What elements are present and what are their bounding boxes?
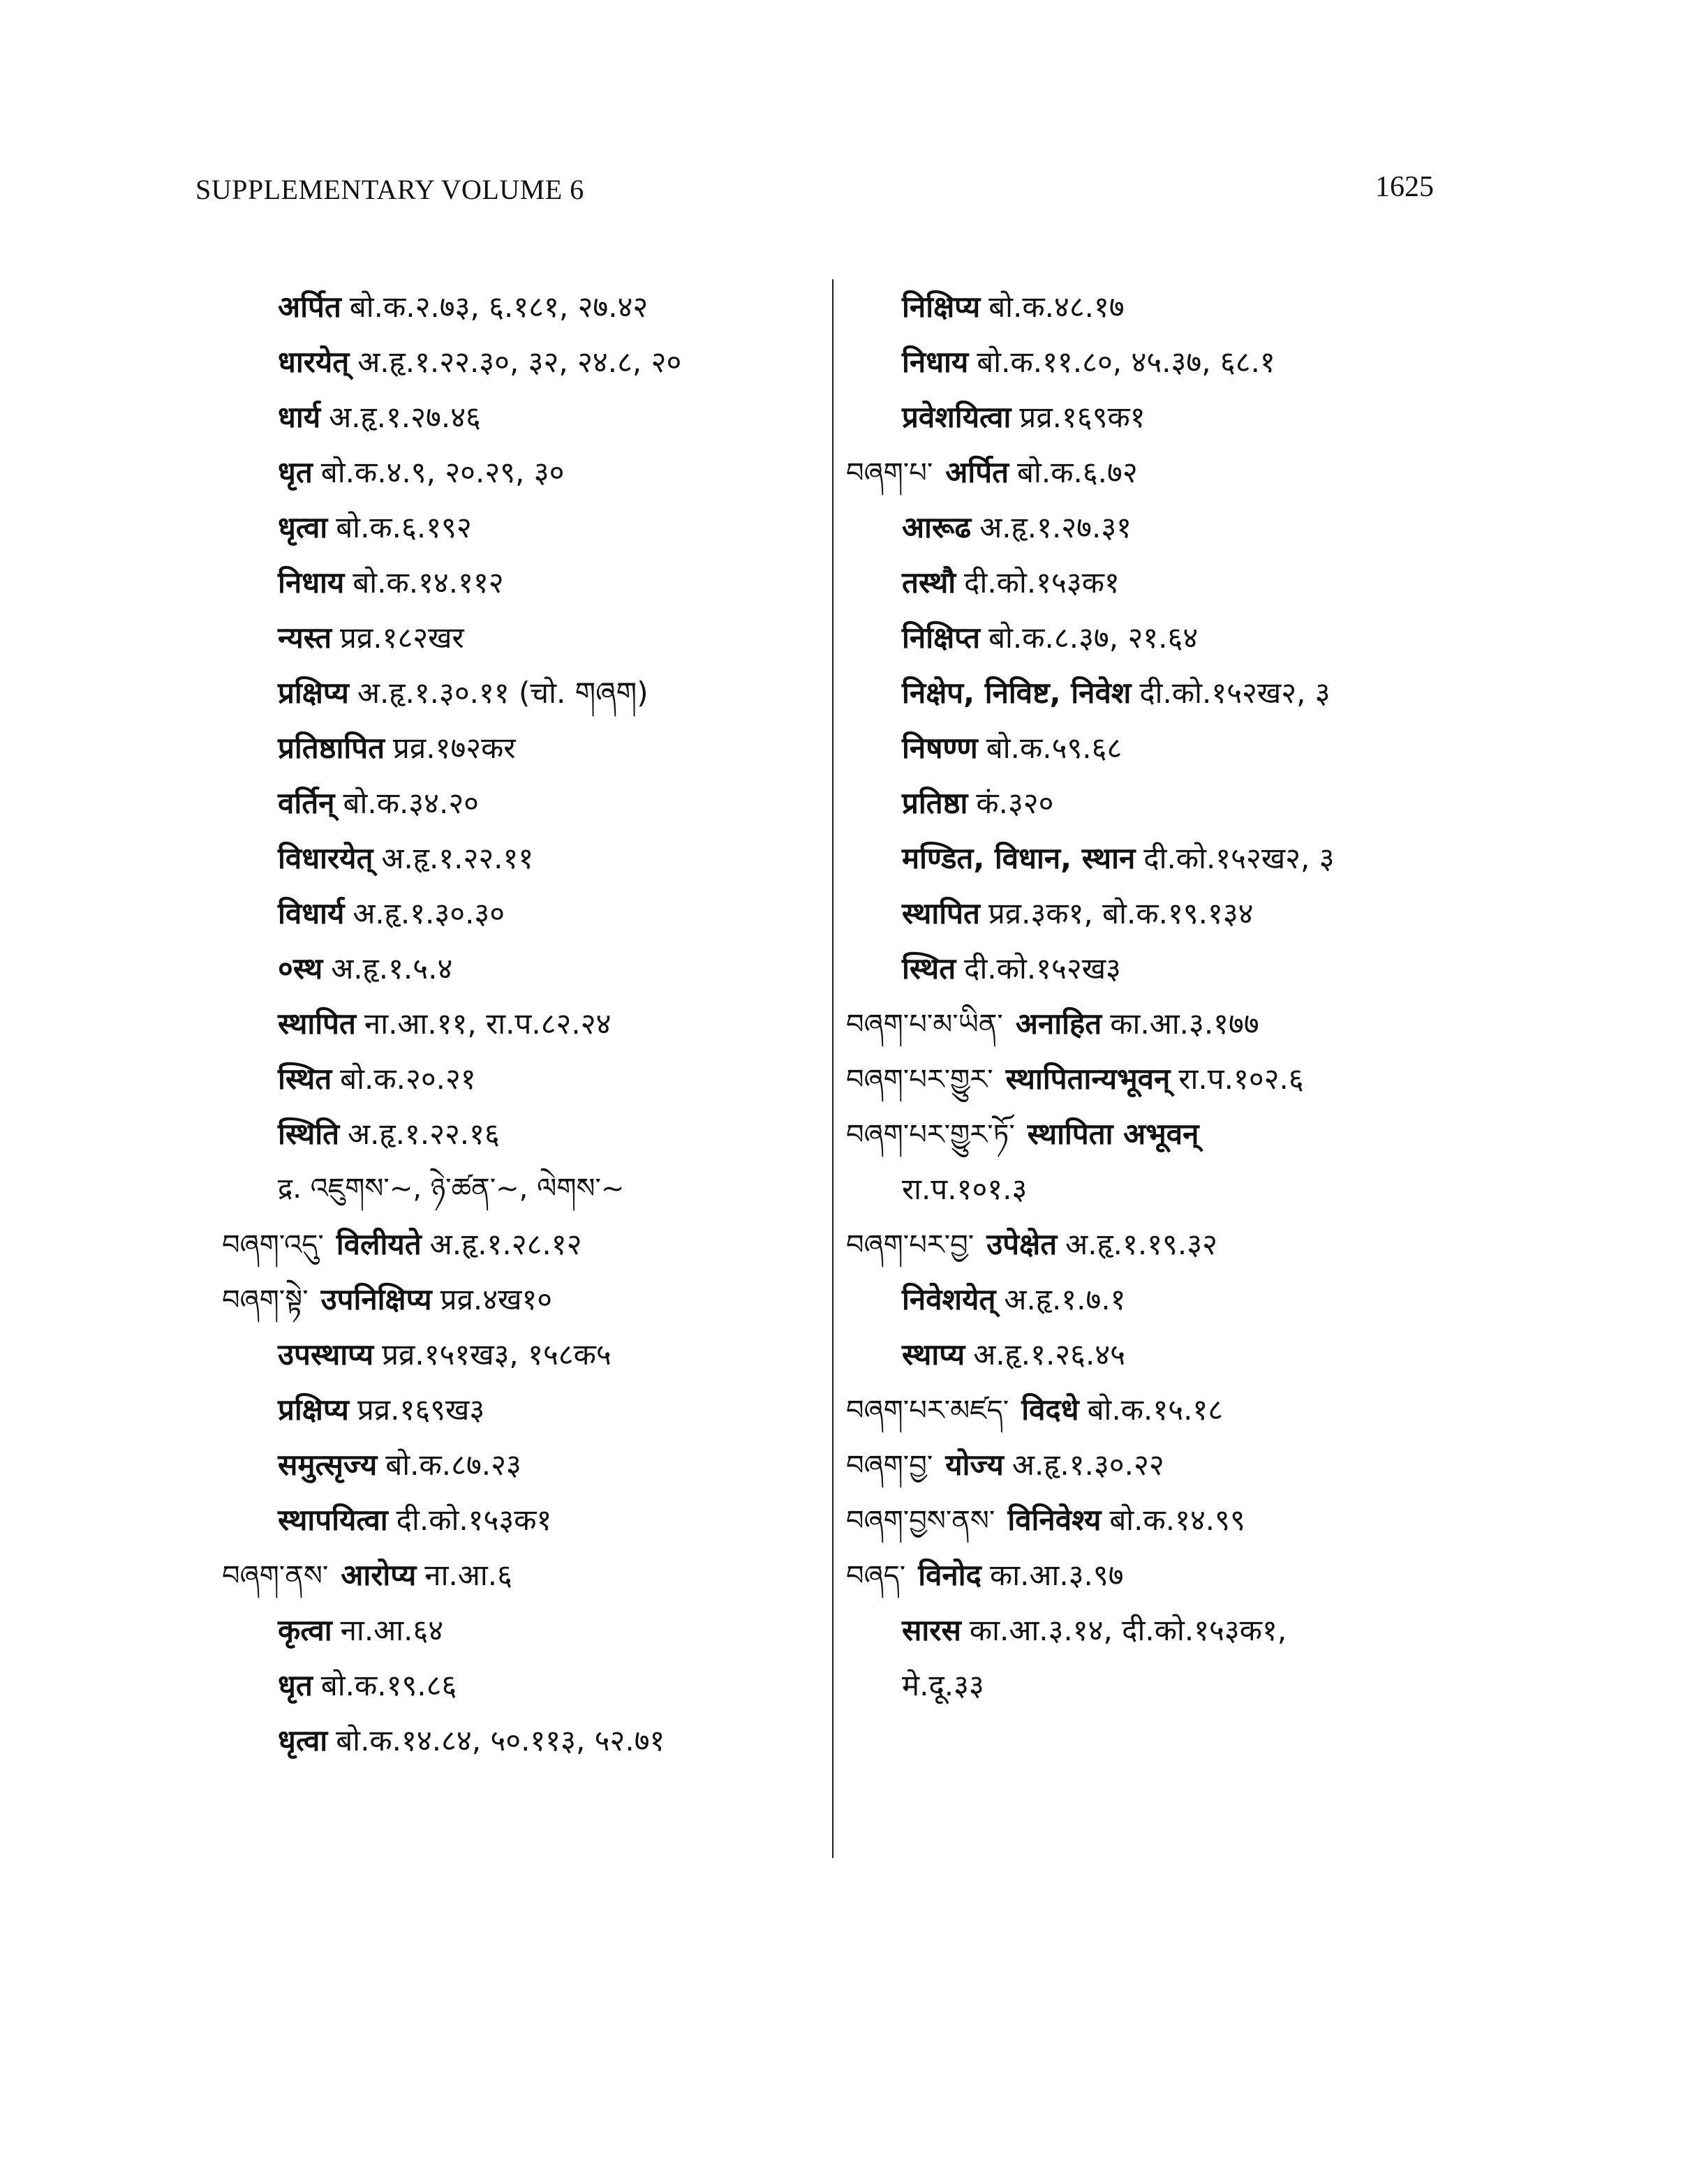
source-references: अ.हृ.१.२२.३०, ३२, २४.८, २०	[357, 345, 682, 379]
dictionary-sub-entry	[846, 665, 1474, 720]
source-references: का.आ.३.९७	[989, 1558, 1124, 1592]
sanskrit-equivalent: स्थापित	[278, 1006, 356, 1041]
source-references: ना.आ.६	[424, 1558, 512, 1592]
source-references: बो.क.४.९, २०.२९, ३०	[320, 455, 565, 489]
source-references: दी.को.१५२ख३	[964, 951, 1121, 986]
source-references: प्रव्र.१६९ख३	[357, 1392, 485, 1427]
sanskrit-equivalent: स्थापित	[902, 896, 980, 930]
source-references: बो.क.१४.८४, ५०.११३, ५२.७१	[336, 1723, 665, 1758]
sanskrit-equivalent: प्रवेशयित्वा	[902, 400, 1011, 434]
dictionary-headword-entry	[222, 1217, 822, 1272]
dictionary-sub-entry	[222, 445, 822, 500]
source-references: अ.हृ.१.३०.२२	[1011, 1448, 1164, 1482]
source-references: प्रव्र.१६९क१	[1019, 400, 1146, 434]
source-references: ना.आ.६४	[340, 1613, 444, 1647]
source-references: प्रव्र.१८२खर	[340, 621, 464, 655]
source-references: दी.को.१५३क१	[964, 565, 1120, 600]
dictionary-headword-entry	[846, 1217, 1474, 1272]
sanskrit-equivalent: प्रक्षिप्य	[278, 676, 349, 710]
dictionary-sub-entry	[846, 941, 1474, 996]
sanskrit-equivalent: उपेक्षेत	[986, 1227, 1058, 1261]
sanskrit-equivalent: निक्षिप्य	[902, 290, 981, 324]
tibetan-headword: བཞག་སྟེ་	[222, 1284, 309, 1316]
sanskrit-equivalent: स्थापितान्यभूवन्	[1005, 1062, 1171, 1096]
dictionary-headword-entry	[846, 445, 1474, 500]
sanskrit-equivalent: वर्तिन्	[278, 786, 335, 820]
dictionary-sub-entry	[222, 1603, 822, 1658]
dictionary-sub-entry	[222, 334, 822, 389]
source-references: द्र. འཇུགས་~, ཉེ་ཚན་~, ལེགས་~	[278, 1173, 625, 1205]
source-references: कं.३२०	[976, 786, 1054, 820]
dictionary-sub-entry	[222, 1437, 822, 1492]
source-references: बो.क.६.७२	[1017, 455, 1138, 489]
sanskrit-equivalent: स्थित	[278, 1062, 332, 1096]
source-references: अ.हृ.१.२७.४६	[329, 400, 481, 434]
dictionary-headword-entry	[846, 1437, 1474, 1492]
sanskrit-equivalent: धृत	[278, 455, 313, 489]
sanskrit-equivalent: विदधे	[1021, 1392, 1079, 1427]
page-number: 1625	[1375, 171, 1434, 203]
tibetan-headword: བཞག་པར་གྱུར་	[846, 1064, 993, 1096]
source-references: अ.हृ.१.१९.३२	[1065, 1227, 1217, 1261]
running-title: SUPPLEMENTARY VOLUME 6	[195, 174, 584, 205]
sanskrit-equivalent: मण्डित, विधान, स्थान	[902, 841, 1136, 875]
dictionary-sub-entry	[846, 1272, 1474, 1327]
sanskrit-equivalent: धार्य	[278, 400, 321, 434]
source-references: बो.क.६.१९२	[336, 510, 472, 544]
dictionary-sub-entry	[222, 500, 822, 555]
source-references: अ.हृ.१.२२.११	[381, 841, 534, 875]
sanskrit-equivalent: विलीयते	[336, 1227, 422, 1261]
source-references: बो.क.१९.८६	[320, 1668, 457, 1702]
sanskrit-equivalent: धृत्वा	[278, 1723, 328, 1758]
source-references: अ.हृ.१.२२.१६	[348, 1117, 500, 1151]
source-references: अ.हृ.१.५.४	[331, 951, 453, 986]
source-references: अ.हृ.१.२८.१२	[429, 1227, 582, 1261]
sanskrit-equivalent: स्थापयित्वा	[278, 1503, 388, 1537]
sanskrit-equivalent: विनिवेश्य	[1007, 1503, 1102, 1537]
sanskrit-equivalent: धृत	[278, 1668, 313, 1702]
source-references: बो.क.५९.६८	[986, 731, 1122, 765]
dictionary-headword-entry	[846, 996, 1474, 1051]
dictionary-sub-entry	[222, 886, 822, 941]
sanskrit-equivalent: निवेशयेत्	[902, 1282, 996, 1316]
source-references: बो.क.३४.२०	[343, 786, 480, 820]
sanskrit-equivalent: आरूढ	[902, 510, 972, 544]
source-references: दी.को.१५३क१	[396, 1503, 552, 1537]
tibetan-headword: བཞག་བྱ་	[846, 1450, 933, 1482]
source-references: प्रव्र.३क१, बो.क.१९.१३४	[988, 896, 1254, 930]
dictionary-sub-entry	[222, 831, 822, 886]
sanskrit-equivalent: प्रक्षिप्य	[278, 1392, 349, 1427]
column-divider	[832, 279, 833, 1858]
tibetan-headword: བཞག་པར་གྱུར་ཏོ་	[846, 1119, 1015, 1151]
sanskrit-equivalent: उपस्थाप्य	[278, 1337, 374, 1372]
source-references: बो.क.१४.११२	[353, 565, 504, 600]
dictionary-sub-entry	[222, 610, 822, 665]
sanskrit-equivalent: विधार्य	[278, 896, 345, 930]
dictionary-sub-entry	[222, 1658, 822, 1713]
sanskrit-equivalent: योज्य	[945, 1448, 1004, 1482]
sanskrit-equivalent: निधाय	[278, 565, 345, 600]
dictionary-sub-entry	[846, 886, 1474, 941]
sanskrit-equivalent: निक्षेप, निविष्ट, निवेश	[902, 676, 1132, 710]
dictionary-sub-entry	[846, 720, 1474, 775]
dictionary-sub-entry	[846, 610, 1474, 665]
source-references: अ.हृ.१.३०.११ (चो. གཞག)	[357, 676, 648, 710]
sanskrit-equivalent: तस्थौ	[902, 565, 956, 600]
dictionary-sub-entry	[846, 831, 1474, 886]
sanskrit-equivalent: प्रतिष्ठा	[902, 786, 968, 820]
sanskrit-equivalent: अनाहित	[1015, 1006, 1102, 1041]
source-references: बो.क.४८.१७	[988, 290, 1125, 324]
dictionary-sub-entry	[846, 1327, 1474, 1382]
sanskrit-equivalent: विनोद	[918, 1558, 981, 1592]
source-references: का.आ.३.१७७	[1110, 1006, 1259, 1041]
dictionary-sub-entry	[222, 1106, 822, 1161]
dictionary-sub-entry	[222, 1327, 822, 1382]
sanskrit-equivalent: कृत्वा	[278, 1613, 332, 1647]
dictionary-sub-entry	[846, 1161, 1474, 1217]
dictionary-sub-entry	[846, 1603, 1474, 1658]
dictionary-sub-entry	[222, 775, 822, 831]
dictionary-sub-entry	[222, 389, 822, 445]
sanskrit-equivalent: अर्पित	[945, 455, 1009, 489]
source-references: बो.क.११.८०, ४५.३७, ६८.१	[977, 345, 1275, 379]
source-references: दी.को.१५२ख२, ३	[1139, 676, 1330, 710]
tibetan-headword: བཞག་འདུ་	[222, 1229, 324, 1261]
sanskrit-equivalent: निषण्ण	[902, 731, 978, 765]
tibetan-headword: བཞད་	[846, 1560, 906, 1592]
sanskrit-equivalent: स्थाप्य	[902, 1337, 965, 1372]
source-references: बो.क.२०.२१	[340, 1062, 476, 1096]
dictionary-sub-entry	[846, 389, 1474, 445]
dictionary-sub-entry	[846, 334, 1474, 389]
left-column	[222, 279, 822, 1768]
dictionary-sub-entry	[222, 720, 822, 775]
right-column	[846, 279, 1474, 1713]
source-references: बो.क.२.७३, ६.१८१, २७.४२	[349, 290, 648, 324]
sanskrit-equivalent: स्थिति	[278, 1117, 340, 1151]
dictionary-sub-entry	[846, 555, 1474, 610]
dictionary-sub-entry	[222, 941, 822, 996]
source-references: अ.हृ.१.२६.४५	[973, 1337, 1126, 1372]
dictionary-headword-entry	[222, 1272, 822, 1327]
source-references: अ.हृ.१.३०.३०	[353, 896, 505, 930]
tibetan-headword: བཞག་བྱས་ནས་	[846, 1505, 995, 1537]
source-references: अ.हृ.१.२७.३१	[979, 510, 1132, 544]
sanskrit-equivalent: धारयेत्	[278, 345, 350, 379]
sanskrit-equivalent: निधाय	[902, 345, 969, 379]
sanskrit-equivalent: विधारयेत्	[278, 841, 373, 875]
dictionary-sub-entry	[222, 555, 822, 610]
dictionary-sub-entry	[846, 279, 1474, 334]
source-references: रा.प.१०१.३	[902, 1172, 1028, 1206]
dictionary-sub-entry	[222, 1051, 822, 1106]
dictionary-sub-entry	[222, 279, 822, 334]
sanskrit-equivalent: सारस	[902, 1613, 961, 1647]
dictionary-headword-entry	[846, 1547, 1474, 1603]
source-references: प्रव्र.४ख१०	[440, 1282, 553, 1316]
source-references: बो.क.१४.९९	[1109, 1503, 1245, 1537]
sanskrit-equivalent: निक्षिप्त	[902, 621, 981, 655]
sanskrit-equivalent: आरोप्य	[341, 1558, 417, 1592]
tibetan-headword: བཞག་པར་མཛད་	[846, 1395, 1009, 1427]
sanskrit-equivalent: अर्पित	[278, 290, 341, 324]
source-references: रा.प.१०२.६	[1178, 1062, 1304, 1096]
dictionary-sub-entry	[846, 775, 1474, 831]
source-references: दी.को.१५२ख२, ३	[1143, 841, 1335, 875]
dictionary-sub-entry	[846, 500, 1474, 555]
source-references: का.आ.३.१४, दी.को.१५३क१,	[969, 1613, 1287, 1647]
tibetan-headword: བཞག་ནས་	[222, 1560, 329, 1592]
dictionary-sub-entry	[222, 1492, 822, 1547]
dictionary-headword-entry	[222, 1547, 822, 1603]
dictionary-sub-entry	[846, 1658, 1474, 1713]
sanskrit-equivalent: स्थित	[902, 951, 956, 986]
source-references: ना.आ.११, रा.प.८२.२४	[364, 1006, 611, 1041]
dictionary-sub-entry	[222, 1713, 822, 1768]
source-references: बो.क.८.३७, २१.६४	[988, 621, 1199, 655]
sanskrit-equivalent: धृत्वा	[278, 510, 328, 544]
sanskrit-equivalent: स्थापिता अभूवन्	[1027, 1117, 1199, 1151]
dictionary-headword-entry	[846, 1051, 1474, 1106]
sanskrit-equivalent: ०स्थ	[278, 951, 323, 986]
source-references: बो.क.८७.२३	[385, 1448, 521, 1482]
source-references: अ.हृ.१.७.१	[1004, 1282, 1126, 1316]
dictionary-headword-entry	[846, 1106, 1474, 1161]
sanskrit-equivalent: न्यस्त	[278, 621, 332, 655]
tibetan-headword: བཞག་པར་བྱ་	[846, 1229, 974, 1261]
source-references: प्रव्र.१५१ख३, १५८क५	[382, 1337, 611, 1372]
dictionary-headword-entry	[846, 1492, 1474, 1547]
source-references: प्रव्र.१७२कर	[393, 731, 516, 765]
sanskrit-equivalent: उपनिक्षिप्य	[320, 1282, 432, 1316]
dictionary-headword-entry	[846, 1382, 1474, 1437]
sanskrit-equivalent: प्रतिष्ठापित	[278, 731, 385, 765]
source-references: मे.दू.३३	[902, 1668, 984, 1702]
dictionary-sub-entry	[222, 1382, 822, 1437]
tibetan-headword: བཞག་པ་མ་ཡིན་	[846, 1009, 1003, 1041]
tibetan-headword: བཞག་པ་	[846, 457, 933, 489]
sanskrit-equivalent: समुत्सृज्य	[278, 1448, 378, 1482]
source-references: बो.क.१५.१८	[1087, 1392, 1224, 1427]
dictionary-sub-entry	[222, 1161, 822, 1217]
dictionary-sub-entry	[222, 665, 822, 720]
dictionary-sub-entry	[222, 996, 822, 1051]
